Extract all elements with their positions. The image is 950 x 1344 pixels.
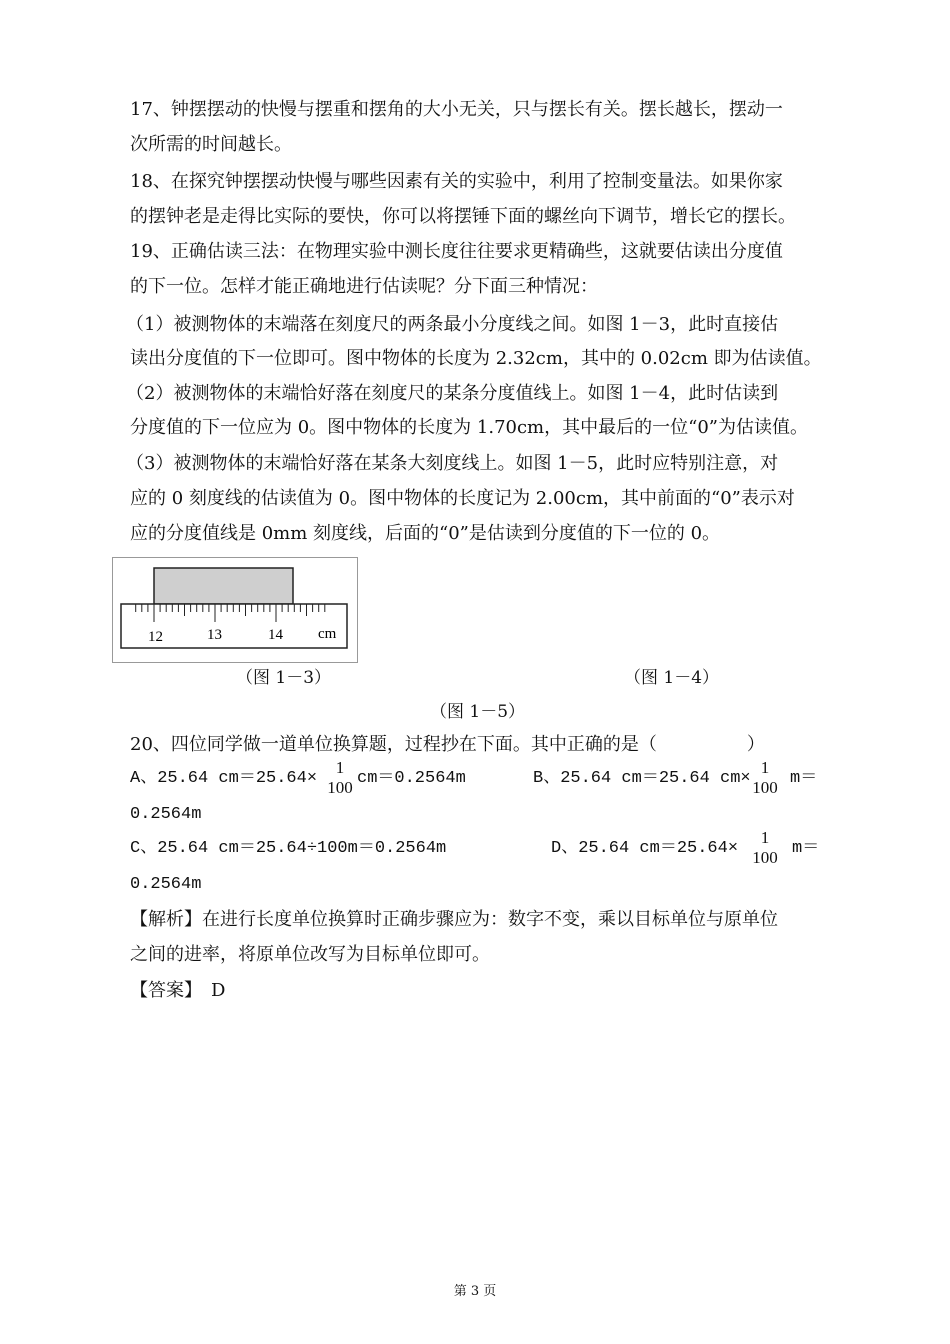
fraction-numerator: 1	[335, 758, 345, 777]
option-a-prefix: A、25.64 cm＝25.64×	[130, 769, 318, 788]
option-d-suffix: m＝	[792, 839, 820, 858]
option-d-prefix: D、25.64 cm＝25.64×	[551, 839, 739, 858]
option-b-fraction	[748, 758, 782, 798]
question-20-stem: 20、四位同学做一道单位换算题，过程抄在下面。其中正确的是（ ）	[130, 734, 765, 755]
caption-fig-1-3: （图 1－3）	[236, 668, 332, 688]
ruler-figure	[112, 557, 358, 663]
ruler-label-13: 13	[207, 627, 222, 643]
fraction-denominator: 100	[752, 848, 778, 867]
option-d-continuation: 0.2564m	[130, 875, 202, 894]
caption-fig-1-5: （图 1－5）	[430, 702, 526, 722]
paragraph-18-line2: 的摆钟老是走得比实际的要快，你可以将摆锤下面的螺丝向下调节，增长它的摆长。	[130, 206, 796, 227]
option-d-fraction	[748, 828, 782, 868]
case3-line3: 应的分度值线是 0mm 刻度线，后面的“0”是估读到分度值的下一位的 0。	[130, 523, 721, 544]
answer: 【答案】 D	[130, 980, 226, 1001]
fraction-denominator: 100	[752, 778, 778, 797]
fraction-denominator: 100	[327, 778, 353, 797]
ruler-label-12: 12	[148, 629, 163, 645]
paragraph-17-line1: 17、钟摆摆动的快慢与摆重和摆角的大小无关，只与摆长有关。摆长越长，摆动一	[130, 99, 783, 120]
measured-object	[154, 568, 293, 604]
option-a-suffix: cm＝0.2564m	[357, 769, 466, 788]
analysis-line1: 【解析】在进行长度单位换算时正确步骤应为：数字不变，乘以目标单位与原单位	[130, 909, 778, 930]
case2-line1: （2）被测物体的末端恰好落在刻度尺的某条分度值线上。如图 1－4，此时估读到	[126, 383, 779, 404]
paragraph-19-line2: 的下一位。怎样才能正确地进行估读呢？分下面三种情况：	[130, 276, 598, 297]
option-a-fraction	[323, 758, 357, 798]
ruler-unit-label: cm	[318, 626, 337, 642]
case3-line1: （3）被测物体的末端恰好落在某条大刻度线上。如图 1－5，此时应特别注意，对	[126, 453, 779, 474]
case1-line2: 读出分度值的下一位即可。图中物体的长度为 2.32cm，其中的 0.02cm 即为估读值。	[130, 348, 822, 369]
option-b-prefix: B、25.64 cm＝25.64 cm×	[533, 769, 751, 788]
paragraph-18-line1: 18、在探究钟摆摆动快慢与哪些因素有关的实验中，利用了控制变量法。如果你家	[130, 171, 783, 192]
case2-line2: 分度值的下一位应为 0。图中物体的长度为 1.70cm，其中最后的一位“0”为估读值。	[130, 417, 808, 438]
fraction-numerator: 1	[760, 828, 770, 847]
paragraph-17-line2: 次所需的时间越长。	[130, 134, 292, 155]
option-b-suffix: m＝	[790, 769, 818, 788]
caption-fig-1-4: （图 1－4）	[624, 668, 720, 688]
option-c: C、25.64 cm＝25.64÷100m＝0.2564m	[130, 839, 447, 858]
paragraph-19-line1: 19、正确估读三法：在物理实验中测长度往往要求更精确些，这就要估读出分度值	[130, 241, 783, 262]
option-b-continuation: 0.2564m	[130, 805, 202, 824]
fraction-numerator: 1	[760, 758, 770, 777]
ruler-illustration	[113, 558, 357, 662]
analysis-line2: 之间的进率，将原单位改写为目标单位即可。	[130, 944, 490, 965]
case1-line1: （1）被测物体的末端落在刻度尺的两条最小分度线之间。如图 1－3，此时直接估	[126, 314, 779, 335]
page-number: 第 3 页	[453, 1284, 497, 1299]
ruler-label-14: 14	[268, 627, 283, 643]
case3-line2: 应的 0 刻度线的估读值为 0。图中物体的长度记为 2.00cm，其中前面的“0”表示对	[130, 488, 795, 509]
